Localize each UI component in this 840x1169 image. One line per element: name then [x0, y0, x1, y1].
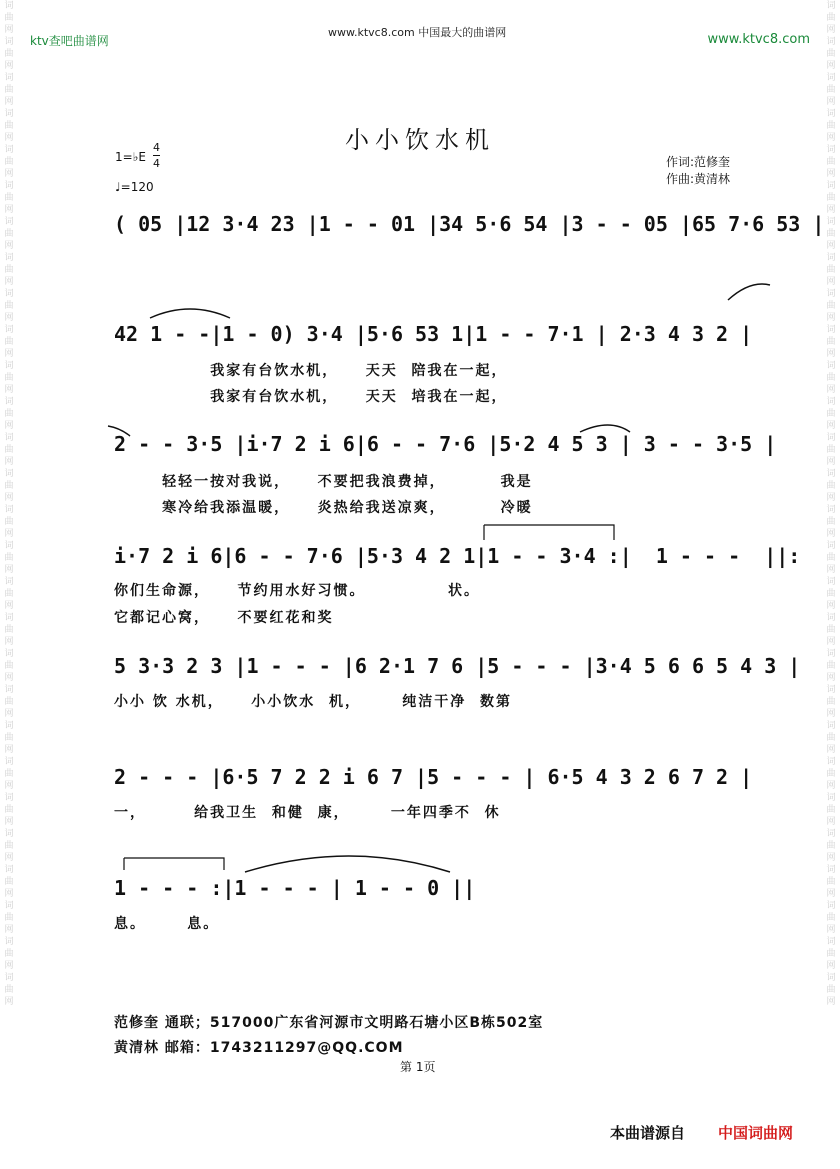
notation-row-6: 2 - - - |6·5 7 2 2 i 6 7 |5 - - - | 6·5 4 3 2 6 7 2 | — [114, 765, 753, 789]
side-watermark-right: 词曲网词曲网词曲网词曲网词曲网词曲网词曲网词曲网词曲网词曲网词曲网词曲网词曲网词曲网词曲网词曲网词曲网词曲网词曲网词曲网词曲网词曲网词曲网词曲网词曲网词曲网词曲网词曲网 — [826, 1, 836, 1007]
lyrics-row-3-verse-1: 轻轻一按对我说， 不要把我浪费掉， 我是 — [114, 474, 533, 490]
volta-bracket — [124, 858, 224, 870]
slur-mark — [580, 425, 630, 432]
song-title: 小小饮水机 — [345, 126, 495, 154]
slur-mark — [108, 426, 130, 436]
contact-line-1: 范修奎 通联；517000广东省河源市文明路石塘小区B栋502室 — [114, 1015, 544, 1031]
lyrics-row-6: 一， 给我卫生 和健 康， 一年四季不 休 — [114, 805, 501, 821]
lyrics-row-7: 息。 息。 — [114, 916, 220, 932]
notation-row-3: 2 - - 3·5 |i·7 2 i 6|6 - - 7·6 |5·2 4 5 3 | 3 - - 3·5 | — [114, 432, 777, 456]
lyrics-row-2-verse-2: 我家有台饮水机， 天天 培我在一起， — [114, 389, 508, 405]
time-top: 4 — [153, 141, 160, 154]
time-bottom: 4 — [153, 157, 160, 170]
source-site-link[interactable]: 中国词曲网 — [718, 1124, 794, 1142]
notation-row-4: i·7 2 i 6|6 - - 7·6 |5·3 4 2 1|1 - - 3·4 :| 1 - - - ||: — [114, 544, 801, 568]
lyrics-row-3-verse-2: 寒冷给我添温暖， 炎热给我送凉爽， 冷暖 — [114, 500, 533, 516]
quarter-note-icon: ♩ — [115, 180, 121, 194]
header-site-url[interactable]: www.ktvc8.com — [707, 32, 810, 47]
lyrics-row-4-verse-2: 它都记心窝， 不要红花和奖 — [114, 610, 334, 626]
key-label: 1=♭E — [115, 150, 146, 164]
slur-mark — [728, 284, 770, 300]
notation-row-2: 42 1 - -|1 - 0) 3·4 |5·6 53 1|1 - - 7·1 | 2·3 4 3 2 | — [114, 322, 753, 346]
lyrics-row-2-verse-1: 我家有台饮水机， 天天 陪我在一起， — [114, 363, 508, 379]
tempo-value: =120 — [120, 180, 154, 194]
lyricist-credit: 作词:范修奎 — [666, 155, 731, 169]
header-center-text[interactable]: www.ktvc8.com 中国最大的曲谱网 — [328, 26, 507, 39]
source-label: 本曲谱源自 — [610, 1124, 686, 1142]
header-site-name[interactable]: ktv查吧曲谱网 — [30, 34, 109, 48]
notation-row-1: ( 05 |12 3·4 23 |1 - - 01 |34 5·6 54 |3 - - 05 |65 7·6 53 | — [114, 212, 825, 236]
contact-line-2: 黄清林 邮箱：1743211297@QQ.COM — [114, 1040, 404, 1056]
notation-row-5: 5 3·3 2 3 |1 - - - |6 2·1 7 6 |5 - - - |3·4 5 6 6 5 4 3 | — [114, 654, 801, 678]
notation-row-7: 1 - - - :|1 - - - | 1 - - 0 || — [114, 876, 476, 900]
slur-mark — [245, 856, 450, 872]
side-watermark-left: 词曲网词曲网词曲网词曲网词曲网词曲网词曲网词曲网词曲网词曲网词曲网词曲网词曲网词曲网词曲网词曲网词曲网词曲网词曲网词曲网词曲网词曲网词曲网词曲网词曲网词曲网词曲网词曲网 — [4, 1, 14, 1007]
page-number: 第 1页 — [400, 1060, 436, 1074]
slur-mark — [150, 309, 230, 318]
volta-bracket — [484, 525, 614, 540]
lyrics-row-4-verse-1: 你们生命源， 节约用水好习惯。 状。 — [114, 583, 480, 599]
lyrics-row-5: 小小 饮 水机， 小小饮水 机， 纯洁干净 数第 — [114, 694, 512, 710]
composer-credit: 作曲:黄清林 — [666, 172, 731, 186]
